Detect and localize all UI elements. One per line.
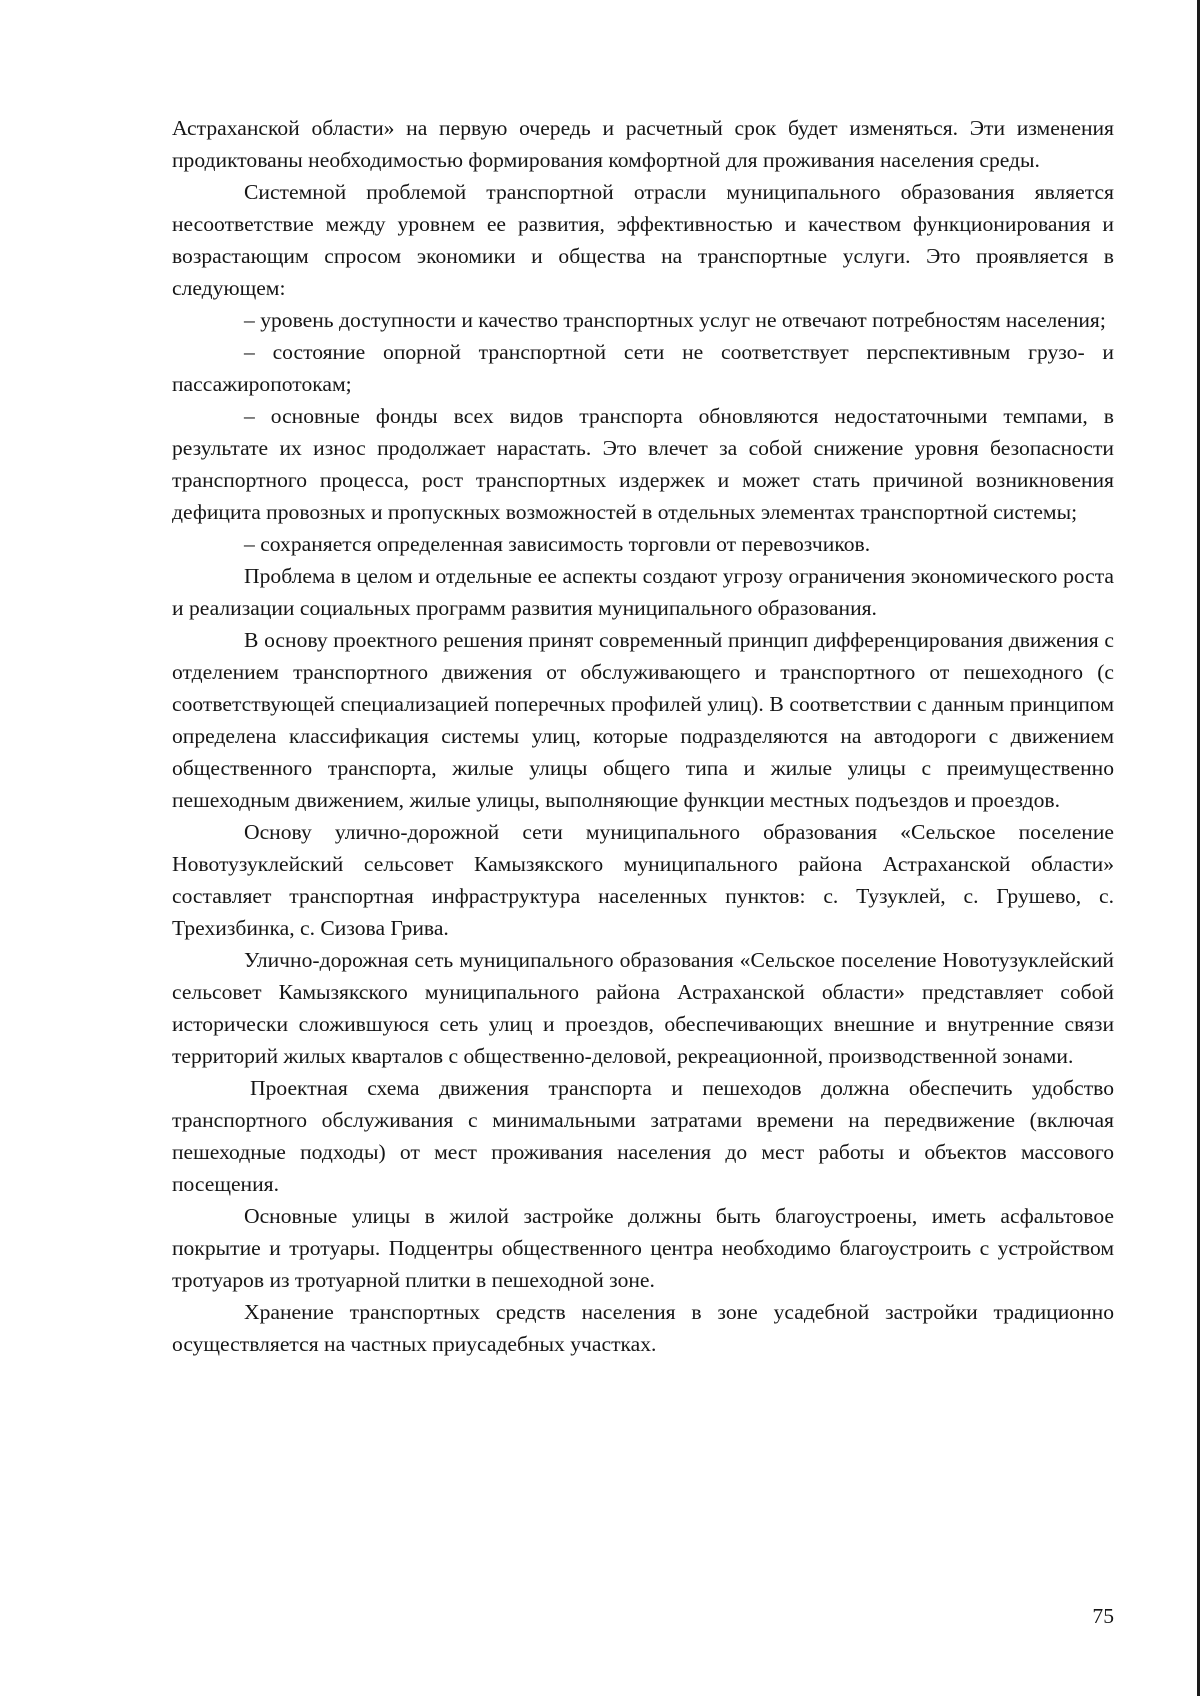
paragraph-traffic-scheme: Проектная схема движения транспорта и пешеходов должна обеспечить удобство транспортного обслуживания с минимальными затратами времени на передвижение (включая пешеходные подходы) от мест проживания населения до мест работы и объектов массового посещения. bbox=[172, 1076, 1114, 1196]
list-item-fixed-assets: – основные фонды всех видов транспорта обновляются недостаточными темпами, в результате их износ продолжает нарастать. Это влечет за собой снижение уровня безопасности транспортного процесса, рост транспортных издержек и может стать причиной возникновения дефицита провозных и пропускных возможностей в отдельных элементах транспортной системы; bbox=[172, 404, 1114, 524]
list-item-network-state: – состояние опорной транспортной сети не соответствует перспективным грузо- и пассажиропотокам; bbox=[172, 340, 1114, 396]
paragraph-design-principle: В основу проектного решения принят современный принцип дифференцирования движения с отделением транспортного движения от обслуживающего и транспортного от пешеходного (с соответствующей специализацией поперечных профилей улиц). В соответствии с данным принципом определена классификация системы улиц, которые подразделяются на автодороги с движением общественного транспорта, жилые улицы общего типа и жилые улицы с преимущественно пешеходным движением, жилые улицы, выполняющие функции местных подъездов и проездов. bbox=[172, 628, 1114, 812]
paragraph-vehicle-storage: Хранение транспортных средств населения в зоне усадебной застройки традиционно осуществляется на частных приусадебных участках. bbox=[172, 1300, 1114, 1356]
list-item-dependency: – сохраняется определенная зависимость торговли от перевозчиков. bbox=[244, 532, 871, 556]
body-text bbox=[172, 112, 1114, 1360]
list-item-availability: – уровень доступности и качество транспортных услуг не отвечают потребностям населения; bbox=[244, 308, 1106, 332]
paragraph-main-streets: Основные улицы в жилой застройке должны быть благоустроены, иметь асфальтовое покрытие и тротуары. Подцентры общественного центра необходимо благоустроить с устройством тротуаров из тротуарной плитки в пешеходной зоне. bbox=[172, 1204, 1114, 1292]
paragraph-systemic-problem: Системной проблемой транспортной отрасли муниципального образования является несоответствие между уровнем ее развития, эффективностью и качеством функционирования и возрастающим спросом экономики и общества на транспортные услуги. Это проявляется в следующем: bbox=[172, 180, 1114, 300]
paragraph-continuation: Астраханской области» на первую очередь и расчетный срок будет изменяться. Эти изменения продиктованы необходимостью формирования комфортной для проживания населения среды. bbox=[172, 116, 1114, 172]
paragraph-threat: Проблема в целом и отдельные ее аспекты создают угрозу ограничения экономического роста и реализации социальных программ развития муниципального образования. bbox=[172, 564, 1114, 620]
paragraph-road-network-basis: Основу улично-дорожной сети муниципального образования «Сельское поселение Новотузуклейский сельсовет Камызякского муниципального района Астраханской области» составляет транспортная инфраструктура населенных пунктов: с. Тузуклей, с. Грушево, с. Трехизбинка, с. Сизова Грива. bbox=[172, 820, 1114, 940]
paragraph-road-network-description: Улично-дорожная сеть муниципального образования «Сельское поселение Новотузуклейский сельсовет Камызякского муниципального района Астраханской области» представляет собой исторически сложившуюся сеть улиц и проездов, обеспечивающих внешние и внутренние связи территорий жилых кварталов с общественно-деловой, рекреационной, производственной зонами. bbox=[172, 948, 1114, 1068]
page-number: 75 bbox=[1092, 1604, 1114, 1628]
